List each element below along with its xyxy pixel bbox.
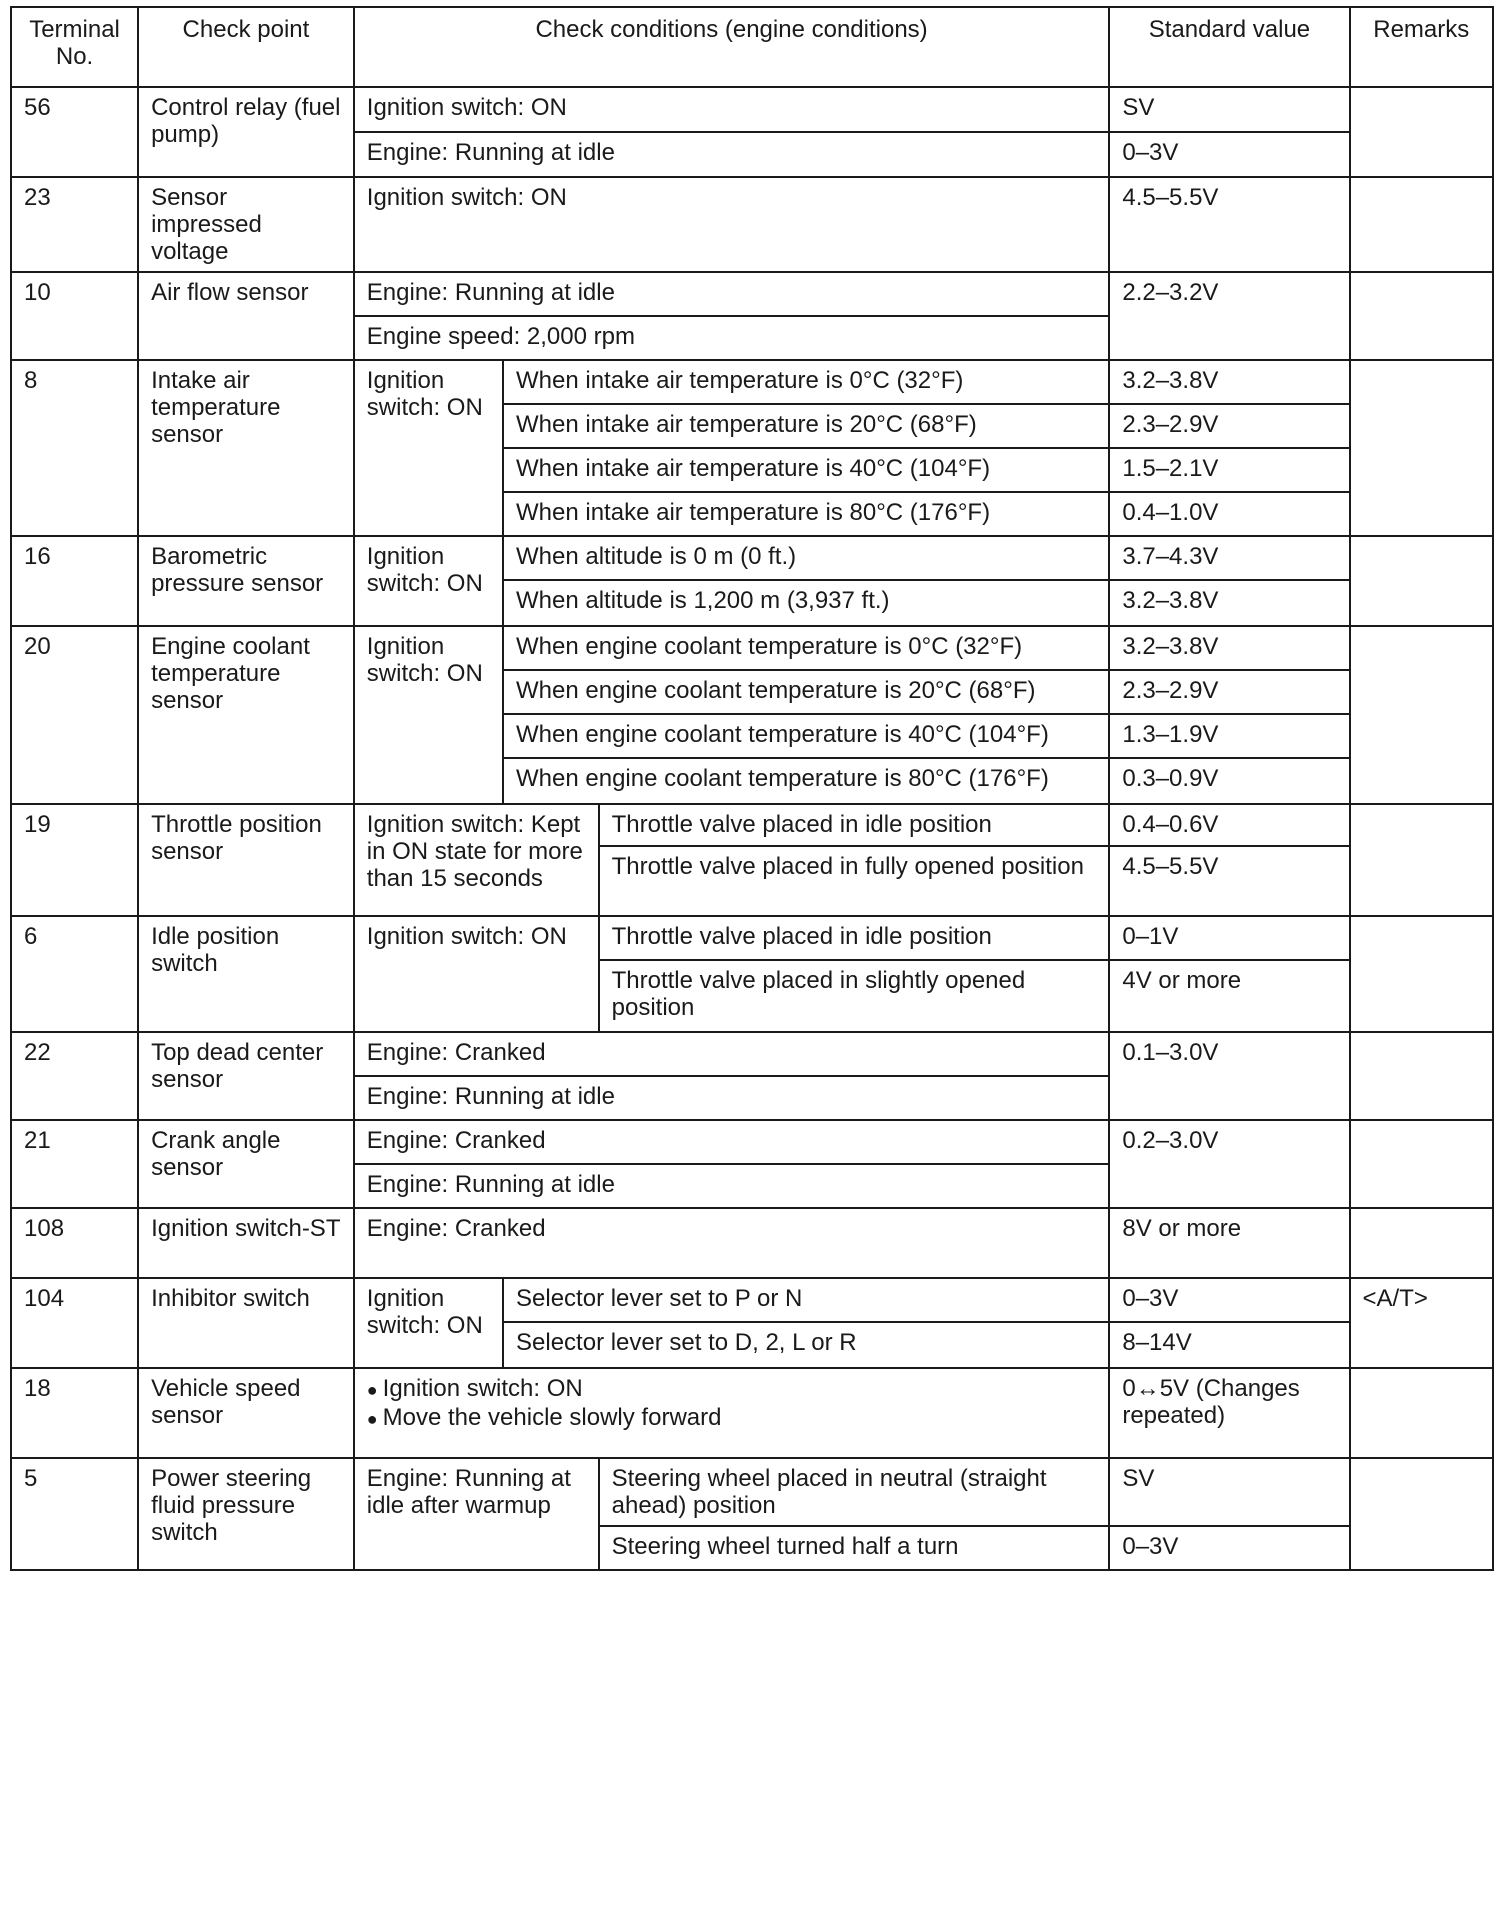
check-point-cell: Inhibitor switch (138, 1278, 354, 1368)
table-row (11, 1120, 1493, 1164)
check-point-cell: Throttle position sensor (138, 804, 354, 916)
standard-value-cell: 0.1–3.0V (1109, 1032, 1349, 1120)
standard-value-cell: 2.3–2.9V (1109, 670, 1349, 714)
check-point-cell: Crank angle sensor (138, 1120, 354, 1208)
header-conditions: Check conditions (engine conditions) (354, 7, 1110, 87)
table-row (11, 272, 1493, 316)
table-row (11, 804, 1493, 846)
condition-cell: Throttle valve placed in idle position (599, 916, 1110, 960)
standard-value-cell: 8–14V (1109, 1322, 1349, 1368)
header-remarks: Remarks (1350, 7, 1493, 87)
condition-group-cell: Ignition switch: ON (354, 360, 503, 536)
remarks-cell (1350, 1368, 1493, 1458)
standard-value-cell: 3.2–3.8V (1109, 580, 1349, 626)
table-row (11, 1458, 1493, 1526)
standard-value-cell: 4.5–5.5V (1109, 177, 1349, 272)
condition-group-cell: Ignition switch: ON (354, 536, 503, 626)
condition-cell: When altitude is 0 m (0 ft.) (503, 536, 1109, 580)
condition-cell: Ignition switch: ON (354, 87, 1110, 132)
check-point-cell: Control relay (fuel pump) (138, 87, 354, 177)
standard-value-cell: 0–3V (1109, 1278, 1349, 1322)
condition-cell: When engine coolant temperature is 40°C (104°F) (503, 714, 1109, 758)
standard-value-cell: 4.5–5.5V (1109, 846, 1349, 916)
terminal-cell: 19 (11, 804, 138, 916)
condition-cell: Throttle valve placed in idle position (599, 804, 1110, 846)
condition-cell: Throttle valve placed in slightly opened position (599, 960, 1110, 1032)
standard-value-cell: 0–3V (1109, 132, 1349, 177)
standard-value-cell: 0↔5V (Changes repeated) (1109, 1368, 1349, 1458)
condition-cell: Engine: Running at idle (354, 272, 1110, 316)
terminal-cell: 18 (11, 1368, 138, 1458)
remarks-cell (1350, 1120, 1493, 1208)
terminal-cell: 23 (11, 177, 138, 272)
remarks-cell (1350, 177, 1493, 272)
remarks-cell (1350, 916, 1493, 1032)
condition-cell: When intake air temperature is 40°C (104°F) (503, 448, 1109, 492)
standard-value-cell: 8V or more (1109, 1208, 1349, 1278)
table-row (11, 626, 1493, 670)
table-row (11, 1032, 1493, 1076)
engine-check-table (10, 6, 1494, 1571)
check-point-cell: Air flow sensor (138, 272, 354, 360)
terminal-cell: 16 (11, 536, 138, 626)
check-point-cell: Intake air temperature sensor (138, 360, 354, 536)
condition-bullet: ● Move the vehicle slowly forward (367, 1404, 1097, 1433)
check-point-cell: Power steering fluid pressure switch (138, 1458, 354, 1570)
condition-cell: When intake air temperature is 0°C (32°F) (503, 360, 1109, 404)
standard-value-cell: 0–1V (1109, 916, 1349, 960)
condition-cell: Engine: Cranked (354, 1120, 1110, 1164)
remarks-cell (1350, 87, 1493, 177)
remarks-cell (1350, 804, 1493, 916)
condition-cell: Engine: Running at idle (354, 1164, 1110, 1208)
table-row (11, 177, 1493, 272)
standard-value-cell: 3.2–3.8V (1109, 626, 1349, 670)
condition-cell (354, 1368, 1110, 1458)
header-terminal: Terminal No. (11, 7, 138, 87)
condition-cell: When engine coolant temperature is 80°C (176°F) (503, 758, 1109, 804)
condition-group-cell: Engine: Running at idle after warmup (354, 1458, 599, 1570)
header-check-point: Check point (138, 7, 354, 87)
condition-group-cell: Ignition switch: Kept in ON state for more than 15 seconds (354, 804, 599, 916)
condition-cell: When intake air temperature is 80°C (176°F) (503, 492, 1109, 536)
terminal-cell: 108 (11, 1208, 138, 1278)
standard-value-cell: 0.4–0.6V (1109, 804, 1349, 846)
condition-cell: When engine coolant temperature is 0°C (32°F) (503, 626, 1109, 670)
standard-value-cell: 1.3–1.9V (1109, 714, 1349, 758)
standard-value-cell: 0.3–0.9V (1109, 758, 1349, 804)
condition-cell: Selector lever set to P or N (503, 1278, 1109, 1322)
check-point-cell: Sensor impressed voltage (138, 177, 354, 272)
remarks-cell: <A/T> (1350, 1278, 1493, 1368)
standard-value-cell: 0–3V (1109, 1526, 1349, 1570)
terminal-cell: 56 (11, 87, 138, 177)
check-point-cell: Vehicle speed sensor (138, 1368, 354, 1458)
check-point-cell: Idle position switch (138, 916, 354, 1032)
condition-group-cell: Ignition switch: ON (354, 1278, 503, 1368)
terminal-cell: 5 (11, 1458, 138, 1570)
terminal-cell: 104 (11, 1278, 138, 1368)
header-row (11, 7, 1493, 87)
table-row (11, 1368, 1493, 1458)
condition-bullet: ● Ignition switch: ON (367, 1375, 1097, 1404)
terminal-cell: 10 (11, 272, 138, 360)
remarks-cell (1350, 272, 1493, 360)
table-row (11, 1278, 1493, 1322)
condition-group-cell: Ignition switch: ON (354, 626, 503, 804)
condition-cell: When intake air temperature is 20°C (68°F) (503, 404, 1109, 448)
condition-cell: When engine coolant temperature is 20°C (68°F) (503, 670, 1109, 714)
standard-value-cell: SV (1109, 87, 1349, 132)
header-standard-value: Standard value (1109, 7, 1349, 87)
check-point-cell: Ignition switch-ST (138, 1208, 354, 1278)
condition-cell: Engine: Running at idle (354, 132, 1110, 177)
terminal-cell: 21 (11, 1120, 138, 1208)
standard-value-cell: 4V or more (1109, 960, 1349, 1032)
standard-value-cell: 0.2–3.0V (1109, 1120, 1349, 1208)
terminal-cell: 20 (11, 626, 138, 804)
standard-value-cell: 3.7–4.3V (1109, 536, 1349, 580)
table-row (11, 536, 1493, 580)
condition-cell: Engine: Running at idle (354, 1076, 1110, 1120)
standard-value-cell: 2.2–3.2V (1109, 272, 1349, 360)
standard-value-cell: 1.5–2.1V (1109, 448, 1349, 492)
remarks-cell (1350, 1208, 1493, 1278)
condition-list (367, 1375, 1097, 1433)
standard-value-cell: 3.2–3.8V (1109, 360, 1349, 404)
condition-cell: Engine: Cranked (354, 1032, 1110, 1076)
remarks-cell (1350, 1032, 1493, 1120)
terminal-cell: 22 (11, 1032, 138, 1120)
table-row (11, 1208, 1493, 1278)
condition-cell: Steering wheel placed in neutral (straight ahead) position (599, 1458, 1110, 1526)
standard-value-cell: SV (1109, 1458, 1349, 1526)
condition-cell: Selector lever set to D, 2, L or R (503, 1322, 1109, 1368)
condition-cell: Ignition switch: ON (354, 177, 1110, 272)
condition-cell: Steering wheel turned half a turn (599, 1526, 1110, 1570)
table-row (11, 87, 1493, 132)
condition-cell: Throttle valve placed in fully opened position (599, 846, 1110, 916)
table-row (11, 916, 1493, 960)
remarks-cell (1350, 626, 1493, 804)
terminal-cell: 6 (11, 916, 138, 1032)
condition-cell: When altitude is 1,200 m (3,937 ft.) (503, 580, 1109, 626)
table-row (11, 360, 1493, 404)
remarks-cell (1350, 360, 1493, 536)
standard-value-cell: 2.3–2.9V (1109, 404, 1349, 448)
check-point-cell: Barometric pressure sensor (138, 536, 354, 626)
condition-cell: Engine speed: 2,000 rpm (354, 316, 1110, 360)
check-point-cell: Engine coolant temperature sensor (138, 626, 354, 804)
standard-value-cell: 0.4–1.0V (1109, 492, 1349, 536)
remarks-cell (1350, 536, 1493, 626)
spec-sheet (10, 6, 1494, 1571)
condition-cell: Engine: Cranked (354, 1208, 1110, 1278)
condition-group-cell: Ignition switch: ON (354, 916, 599, 1032)
check-point-cell: Top dead center sensor (138, 1032, 354, 1120)
terminal-cell: 8 (11, 360, 138, 536)
remarks-cell (1350, 1458, 1493, 1570)
